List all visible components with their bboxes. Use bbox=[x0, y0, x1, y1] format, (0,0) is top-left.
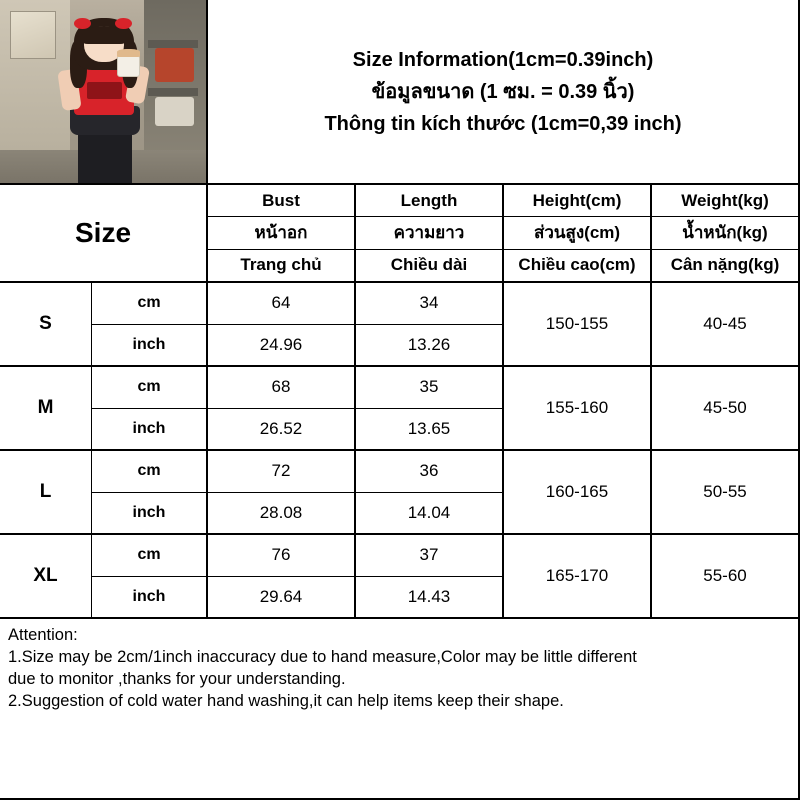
unit-inch: inch bbox=[132, 503, 166, 521]
cell-length-inch-s: 13.26 bbox=[407, 334, 451, 354]
cell-length-cm-xl: 37 bbox=[356, 535, 502, 577]
cell-height-xl: 165-170 bbox=[504, 535, 652, 617]
row-units-s bbox=[92, 283, 208, 365]
cell-length-cm-m: 35 bbox=[356, 367, 502, 409]
cell-weight-l: 50-55 bbox=[703, 482, 747, 501]
column-header-length-th: ความยาว bbox=[356, 217, 502, 249]
column-header-height bbox=[504, 185, 652, 281]
unit-inch: inch bbox=[132, 419, 166, 437]
cell-length-inch-l: 14.04 bbox=[407, 502, 451, 522]
attention-line-1b: due to monitor ,thanks for your understanding. bbox=[8, 669, 346, 688]
row-units-l bbox=[92, 451, 208, 533]
size-rows bbox=[0, 283, 798, 619]
cell-bust-inch-xl: 29.64 bbox=[259, 586, 303, 606]
cell-length-inch-m: 13.65 bbox=[407, 418, 451, 438]
row-units-xl bbox=[92, 535, 208, 617]
cell-bust-inch-m: 26.52 bbox=[259, 418, 303, 438]
model-legs bbox=[78, 128, 132, 183]
unit-cm: cm bbox=[92, 283, 206, 325]
column-header-length-vi: Chiều dài bbox=[390, 255, 468, 275]
cell-bust-s bbox=[208, 283, 356, 365]
photo-basket-white bbox=[155, 97, 194, 126]
model-hair-bow-left bbox=[74, 18, 90, 29]
cell-length-xl bbox=[356, 535, 504, 617]
model-drink-cup bbox=[117, 55, 140, 77]
column-header-weight bbox=[652, 185, 798, 281]
cell-bust-inch-s: 24.96 bbox=[259, 334, 303, 354]
row-units-m bbox=[92, 367, 208, 449]
column-header-row bbox=[0, 185, 798, 283]
row-size-m: M bbox=[0, 367, 92, 449]
cell-bust-cm-m: 68 bbox=[208, 367, 354, 409]
cell-bust-xl bbox=[208, 535, 356, 617]
cell-height-l: 160-165 bbox=[504, 451, 652, 533]
cell-bust-cm-l: 72 bbox=[208, 451, 354, 493]
photo-shelf-lower bbox=[148, 88, 197, 96]
attention-block bbox=[0, 619, 798, 713]
unit-inch: inch bbox=[132, 335, 166, 353]
cell-length-s bbox=[356, 283, 504, 365]
row-size-s: S bbox=[0, 283, 92, 365]
column-header-length bbox=[356, 185, 504, 281]
column-header-height-th: ส่วนสูง(cm) bbox=[504, 217, 650, 249]
column-header-bust-th: หน้าอก bbox=[208, 217, 354, 249]
photo-poster bbox=[10, 11, 55, 59]
attention-line-1a: 1.Size may be 2cm/1inch inaccuracy due to hand measure,Color may be little different bbox=[8, 647, 637, 666]
cell-height-s: 150-155 bbox=[504, 283, 652, 365]
row-size-xl: XL bbox=[0, 535, 92, 617]
cell-bust-cm-xl: 76 bbox=[208, 535, 354, 577]
column-header-weight-vi: Cân nặng(kg) bbox=[670, 255, 780, 275]
cell-height-m: 155-160 bbox=[504, 367, 652, 449]
title-line-vi: Thông tin kích thước (1cm=0,39 inch) bbox=[324, 112, 682, 135]
cell-bust-cm-s: 64 bbox=[208, 283, 354, 325]
unit-cm: cm bbox=[92, 535, 206, 577]
footer-whitespace bbox=[0, 713, 798, 769]
cell-bust-inch-l: 28.08 bbox=[259, 502, 303, 522]
unit-cm: cm bbox=[92, 367, 206, 409]
size-column-label: Size bbox=[0, 185, 208, 281]
model-drink-cup-top bbox=[117, 49, 140, 56]
chart-title-block bbox=[208, 0, 798, 183]
cell-length-l bbox=[356, 451, 504, 533]
model-top-print bbox=[87, 82, 122, 98]
column-header-bust-vi: Trang chủ bbox=[240, 255, 322, 275]
cell-bust-l bbox=[208, 451, 356, 533]
unit-cm: cm bbox=[92, 451, 206, 493]
column-header-height-en: Height(cm) bbox=[504, 185, 650, 217]
cell-length-cm-l: 36 bbox=[356, 451, 502, 493]
product-photo bbox=[0, 0, 208, 183]
cell-length-m bbox=[356, 367, 504, 449]
cell-weight-s: 40-45 bbox=[703, 314, 747, 333]
attention-line-2: 2.Suggestion of cold water hand washing,it can help items keep their shape. bbox=[8, 691, 564, 710]
chart-header bbox=[0, 0, 798, 185]
photo-basket-red bbox=[155, 48, 194, 83]
table-row bbox=[0, 451, 798, 535]
title-line-en: Size Information(1cm=0.39inch) bbox=[352, 48, 654, 71]
attention-heading: Attention: bbox=[8, 626, 78, 644]
cell-bust-m bbox=[208, 367, 356, 449]
unit-inch: inch bbox=[132, 587, 166, 605]
table-row bbox=[0, 283, 798, 367]
table-row bbox=[0, 535, 798, 619]
cell-length-cm-s: 34 bbox=[356, 283, 502, 325]
row-size-l: L bbox=[0, 451, 92, 533]
column-header-bust bbox=[208, 185, 356, 281]
cell-length-inch-xl: 14.43 bbox=[407, 586, 451, 606]
column-header-length-en: Length bbox=[356, 185, 502, 217]
title-line-th: ข้อมูลขนาด (1 ซม. = 0.39 นิ้ว) bbox=[371, 80, 635, 103]
column-header-height-vi: Chiều cao(cm) bbox=[518, 255, 636, 275]
column-header-weight-en: Weight(kg) bbox=[652, 185, 798, 217]
column-header-bust-en: Bust bbox=[208, 185, 354, 217]
column-header-weight-th: น้ำหนัก(kg) bbox=[652, 217, 798, 249]
cell-weight-m: 45-50 bbox=[703, 398, 747, 417]
cell-weight-xl: 55-60 bbox=[703, 566, 747, 585]
table-row bbox=[0, 367, 798, 451]
